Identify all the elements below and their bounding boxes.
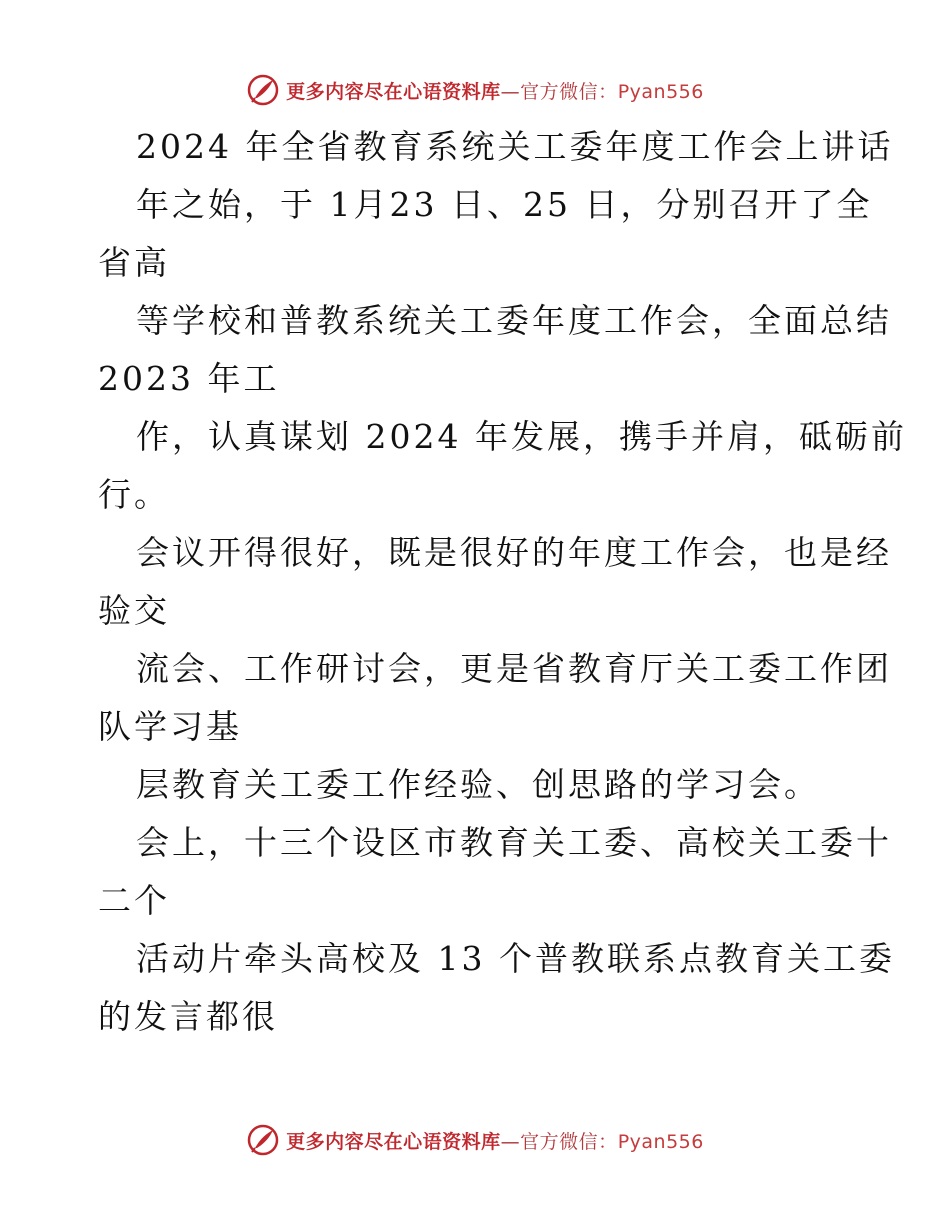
doc-line: 省高: [98, 243, 170, 282]
footer-banner-content: [246, 1123, 704, 1157]
doc-line: 活动片牵头高校及 13 个普教联系点教育关工委: [136, 939, 895, 978]
banner-wechat-handle: Pyan556: [617, 1130, 704, 1153]
doc-line: 会议开得很好，既是很好的年度工作会，也是经: [136, 533, 892, 572]
quill-logo-icon: [246, 1123, 280, 1157]
banner-dash: —: [500, 1130, 521, 1153]
doc-title: 2024 年全省教育系统关工委年度工作会上讲话: [136, 127, 894, 166]
quill-logo-icon: [246, 73, 280, 107]
doc-line: 队学习基: [98, 707, 242, 746]
banner-site-text: 更多内容尽在心语资料库: [286, 1130, 501, 1153]
doc-line: 二个: [98, 881, 170, 920]
banner-dash: —: [500, 80, 521, 103]
doc-line: 验交: [98, 591, 170, 630]
banner-official-label: 官方微信：: [520, 80, 618, 103]
doc-line: 行。: [98, 475, 170, 514]
banner-text: [286, 77, 704, 104]
footer-banner: [0, 1120, 950, 1160]
doc-line: 层教育关工委工作经验、创思路的学习会。: [136, 765, 820, 804]
document-body: [98, 118, 907, 1046]
doc-line: 的发言都很: [98, 997, 278, 1036]
doc-line: 作，认真谋划 2024 年发展，携手并肩，砥砺前: [136, 417, 907, 456]
doc-line: 会上，十三个设区市教育关工委、高校关工委十: [136, 823, 892, 862]
doc-line: 2023 年工: [98, 359, 280, 398]
banner-official-label: 官方微信：: [520, 1130, 618, 1153]
header-banner: [0, 70, 950, 110]
header-banner-content: [246, 73, 704, 107]
doc-line: 流会、工作研讨会，更是省教育厅关工委工作团: [136, 649, 892, 688]
banner-text: [286, 1127, 704, 1154]
banner-wechat-handle: Pyan556: [617, 80, 704, 103]
doc-line: 年之始，于 1月23 日、25 日，分别召开了全: [136, 185, 873, 224]
banner-site-text: 更多内容尽在心语资料库: [286, 80, 501, 103]
doc-line: 等学校和普教系统关工委年度工作会，全面总结: [136, 301, 892, 340]
